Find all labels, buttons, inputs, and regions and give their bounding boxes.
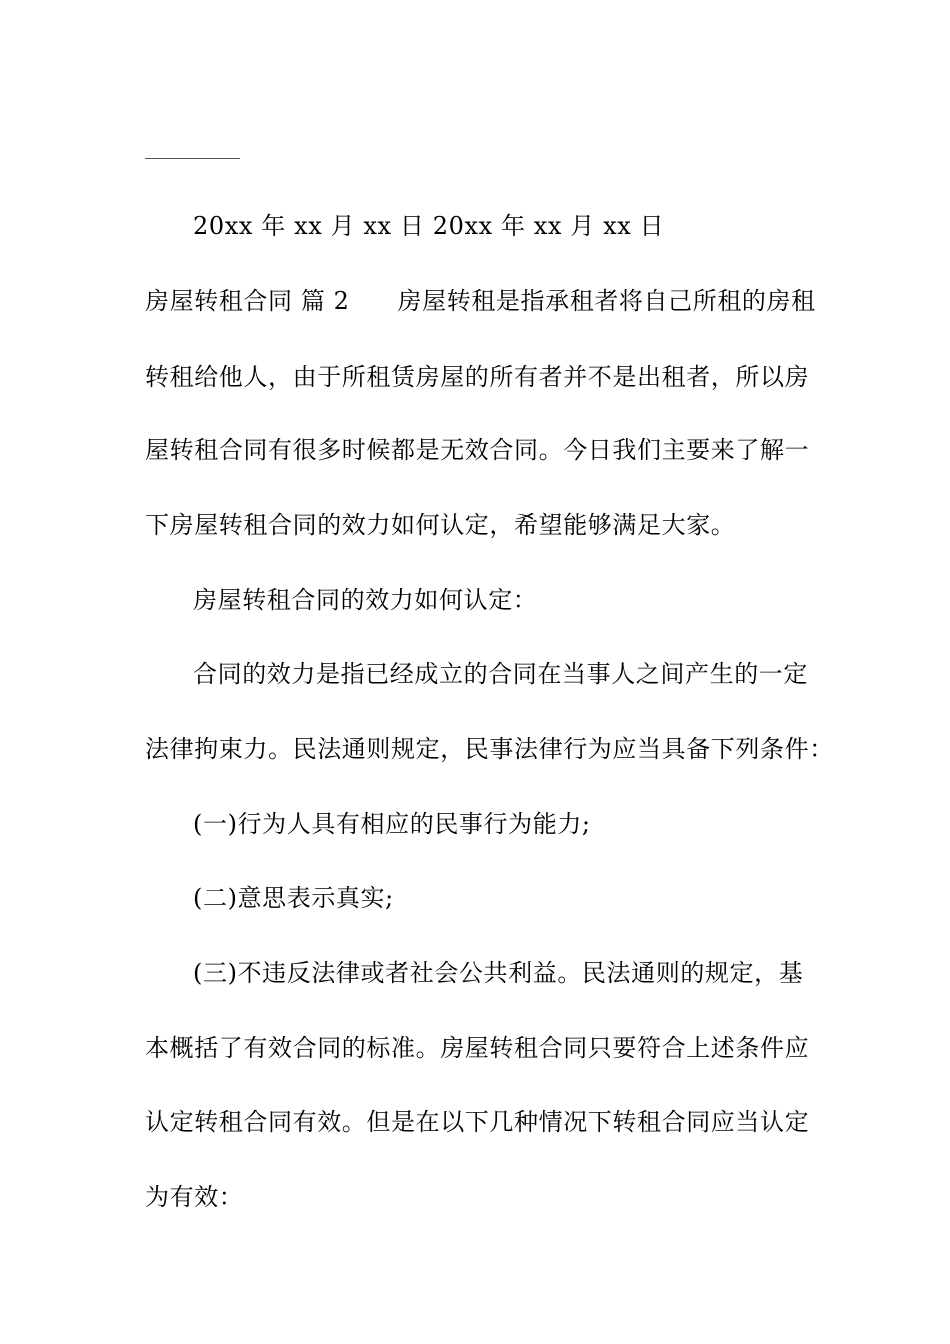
- section-heading: 房屋转租合同 篇 2: [145, 287, 350, 315]
- list-item-3-continued-2: 认定转租合同有效。但是在以下几种情况下转租合同应当认定: [145, 1108, 810, 1136]
- signature-line: [145, 158, 240, 159]
- section-heading-line: [145, 285, 816, 317]
- intro-text-4: 下房屋转租合同的效力如何认定，希望能够满足大家。: [145, 511, 736, 539]
- list-item-3-continued-1: 本概括了有效合同的标准。房屋转租合同只要符合上述条件应: [145, 1034, 810, 1062]
- list-item-2: (二)意思表示真实;: [193, 884, 394, 912]
- list-item-3: (三)不违反法律或者社会公共利益。民法通则的规定，基: [193, 959, 804, 987]
- intro-text-2: 转租给他人，由于所租赁房屋的所有者并不是出租者，所以房: [145, 363, 810, 391]
- paragraph-text-2: 法律拘束力。民法通则规定，民事法律行为应当具备下列条件：: [145, 735, 834, 763]
- list-item-3-continued-3: 为有效：: [145, 1183, 244, 1211]
- list-item-1: (一)行为人具有相应的民事行为能力;: [193, 810, 591, 838]
- subheading: 房屋转租合同的效力如何认定：: [193, 586, 538, 614]
- signature-dates: 20xx 年 xx 月 xx 日 20xx 年 xx 月 xx 日: [193, 212, 665, 240]
- intro-text-1: 房屋转租是指承租者将自己所租的房租: [397, 287, 816, 315]
- intro-text-3: 屋转租合同有很多时候都是无效合同。今日我们主要来了解一: [145, 436, 810, 464]
- paragraph-text-1: 合同的效力是指已经成立的合同在当事人之间产生的一定: [193, 660, 808, 688]
